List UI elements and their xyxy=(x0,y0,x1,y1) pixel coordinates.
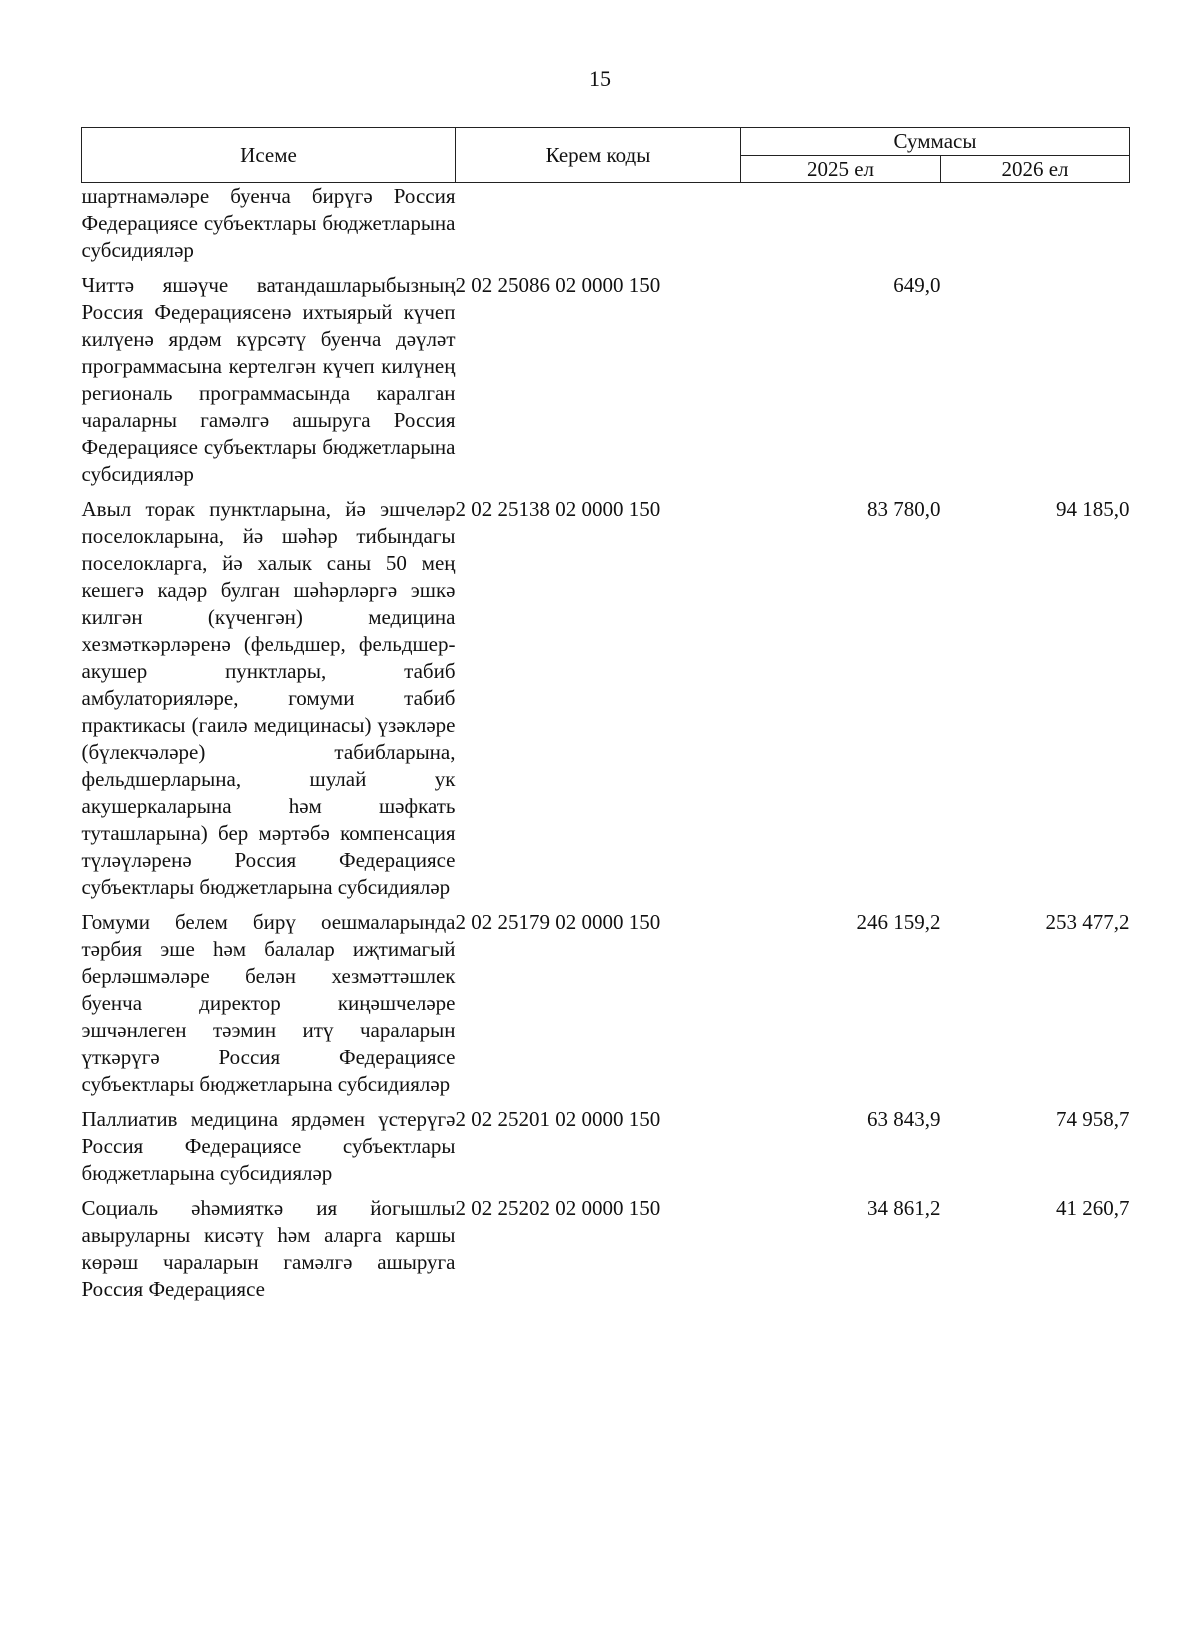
table-row xyxy=(82,272,1130,488)
row-amount-2025: 34 861,2 xyxy=(867,1196,941,1220)
table-row xyxy=(82,183,1130,265)
row-amount-2025: 246 159,2 xyxy=(856,910,941,934)
row-amount-2026 xyxy=(941,183,1130,265)
row-code: 2 02 25138 02 0000 150 xyxy=(455,497,661,521)
row-amount-2025 xyxy=(741,183,941,265)
table-body xyxy=(82,183,1130,1304)
page-number: 15 xyxy=(589,66,611,91)
table-row xyxy=(82,1195,1130,1303)
row-amount-2026: 74 958,7 xyxy=(1056,1107,1130,1131)
row-name: Авыл торак пунктларына, йә эшчеләр поселокларына, йә шәһәр тибындагы поселокларга, йә халык саны 50 мең кешегә кадәр булган шәһәрләргә эшкә килгән (күченгән) медицина хезмәткәрләренә (фельдшер, фельдшер-акушер пунктлары, табиб амбулаторияләре, гомуми табиб практикасы (гаилә медицинасы) үзәкләре (бүлекчәләре) табибларына, фельдшерларына, шулай ук акушеркаларына һәм шәфкать туташларына) бер мәртәбә компенсация түләүләренә Россия Федерациясе субъектлары бюджетларына субсидияләр xyxy=(81,497,456,899)
header-code: Керем коды xyxy=(456,128,741,183)
row-name: шартнамәләре буенча бирүгә Россия Федерациясе субъектлары бюджетларына субсидияләр xyxy=(81,184,456,262)
row-name: Паллиатив медицина ярдәмен үстерүгә Россия Федерациясе субъектлары бюджетларына субсидияләр xyxy=(81,1107,456,1185)
table-row xyxy=(82,1106,1130,1187)
header-name: Исеме xyxy=(82,128,456,183)
row-name: Читтә яшәүче ватандашларыбызның Россия Федерациясенә ихтыярый күчеп килүенә ярдәм күрсәтү буенча дәүләт программасына кертелгән күчеп килүнең региональ программасында каралган чараларны гамәлгә ашыруга Россия Федерациясе субъектлары бюджетларына субсидияләр xyxy=(81,273,456,486)
row-name: Социаль әһәмияткә ия йогышлы авыруларны кисәтү һәм аларга каршы көрәш чараларын гамәлгә ашыруга Россия Федерациясе xyxy=(81,1196,456,1301)
row-code: 2 02 25201 02 0000 150 xyxy=(455,1107,661,1131)
row-code: 2 02 25179 02 0000 150 xyxy=(455,910,661,934)
table-header xyxy=(82,128,1130,183)
header-year-2026: 2026 ел xyxy=(941,155,1130,183)
table-row xyxy=(82,909,1130,1098)
row-amount-2026: 41 260,7 xyxy=(1056,1196,1130,1220)
table-row xyxy=(82,496,1130,901)
row-amount-2026 xyxy=(941,272,1130,488)
row-amount-2026: 253 477,2 xyxy=(1045,910,1130,934)
row-code xyxy=(456,183,741,265)
row-amount-2025: 63 843,9 xyxy=(867,1107,941,1131)
header-sums: Суммасы xyxy=(741,128,1130,156)
row-name: Гомуми белем бирү оешмаларында тәрбия эше һәм балалар иҗтимагый берләшмәләре белән хезмәттәшлек буенча директор киңәшчеләре эшчәнлеген тәэмин итү чараларын үткәрүгә Россия Федерациясе субъектлары бюджетларына субсидияләр xyxy=(81,910,456,1096)
row-code: 2 02 25202 02 0000 150 xyxy=(455,1196,661,1220)
row-amount-2025: 83 780,0 xyxy=(867,497,941,521)
budget-table xyxy=(81,127,1130,1303)
header-year-2025: 2025 ел xyxy=(741,155,941,183)
row-code: 2 02 25086 02 0000 150 xyxy=(455,273,661,297)
row-amount-2026: 94 185,0 xyxy=(1056,497,1130,521)
row-amount-2025: 649,0 xyxy=(893,273,941,297)
